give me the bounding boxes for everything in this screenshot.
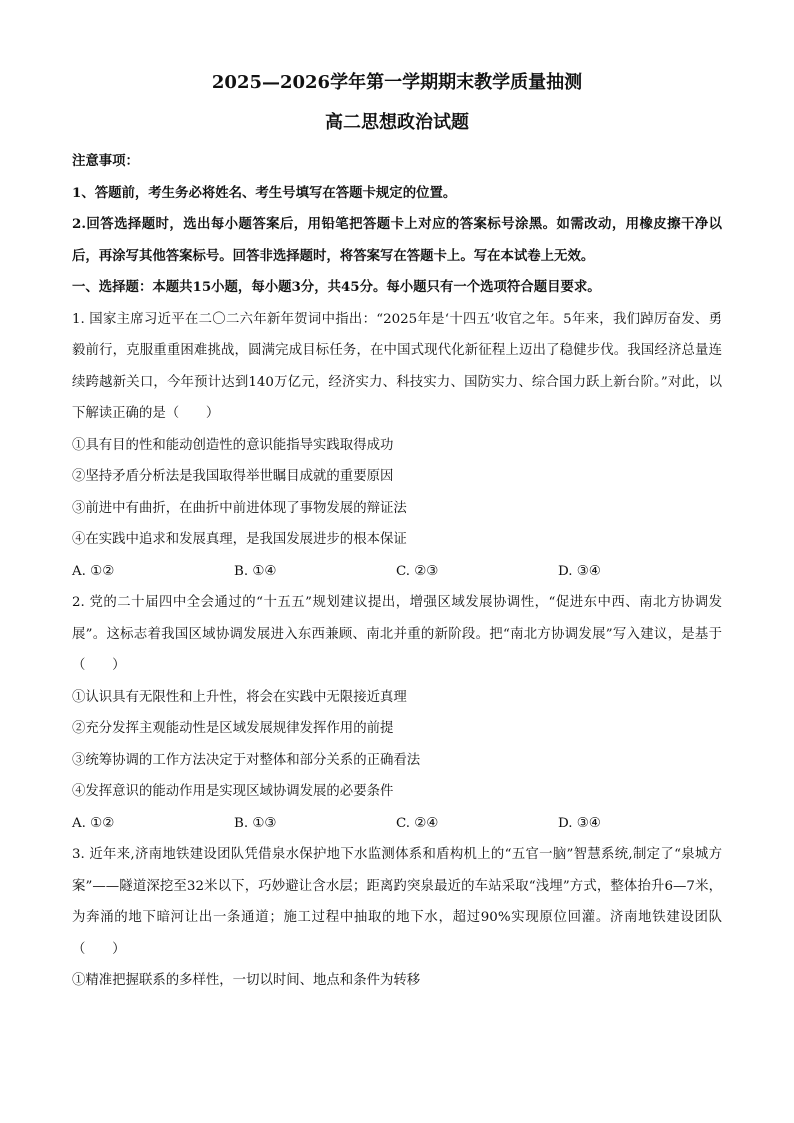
notice-item-2: 2.回答选择题时，选出每小题答案后，用铅笔把答题卡上对应的答案标号涂黑。如需改动，用橡皮擦干净以后，再涂写其他答案标号。回答非选择题时，将答案写在答题卡上。写在本试卷上无效。 — [72, 216, 722, 264]
notice-item-1: 1、答题前，考生务必将姓名、考生号填写在答题卡规定的位置。 — [72, 184, 457, 201]
notice-heading: 注意事项： — [72, 153, 139, 169]
question-2-option-c: C. ②④ — [396, 815, 439, 831]
exam-subject-title: 高二思想政治试题 — [325, 112, 469, 133]
question-3-stem: 3. 近年来,济南地铁建设团队凭借泉水保护地下水监测体系和盾构机上的“五官一脑”智慧系统,制定了“泉城方案”——隧道深挖至32米以下，巧妙避让含水层；距离趵突泉最近的车站采取“浅埋”方式，整体抬升6—7米，为奔涌的地下暗河让出一条通道；施工过程中抽取的地下水，超过90%实现原位回灌。济南地铁建设团队（ ） — [72, 847, 722, 957]
question-1-item-1: ①具有目的性和能动创造性的意识能指导实践取得成功 — [72, 437, 394, 453]
question-2-options — [72, 808, 722, 840]
question-3 — [72, 839, 722, 997]
question-1-option-c: C. ②③ — [396, 563, 439, 579]
question-1-item-4: ④在实践中追求和发展真理，是我国发展进步的根本保证 — [72, 532, 407, 547]
question-2-item-2: ②充分发挥主观能动性是区域发展规律发挥作用的前提 — [72, 721, 394, 736]
question-2-option-d: D. ③④ — [558, 815, 601, 831]
question-1-item-3: ③前进中有曲折，在曲折中前进体现了事物发展的辩证法 — [72, 500, 407, 516]
question-2-item-4: ④发挥意识的能动作用是实现区域协调发展的必要条件 — [72, 784, 394, 799]
question-1-item-2: ②坚持矛盾分析法是我国取得举世瞩目成就的重要原因 — [72, 469, 394, 484]
question-2-item-1: ①认识具有无限性和上升性，将会在实践中无限接近真理 — [72, 689, 407, 705]
section-heading: 一、选择题：本题共15小题，每小题3分，共45分。每小题只有一个选项符合题目要求。 — [72, 279, 601, 295]
question-1-stem: 1. 国家主席习近平在二〇二六年新年贺词中指出：“2025年是‘十四五’收官之年。5年来，我们踔厉奋发、勇毅前行，克服重重困难挑战，圆满完成目标任务，在中国式现代化新征程上迈出了稳健步伐。我国经济总量连续跨越新关口，今年预计达到140万亿元，经济实力、科技实力、国防实力、综合国力跃上新台阶。”对此，以下解读正确的是（ ） — [72, 311, 722, 421]
question-2-stem: 2. 党的二十届四中全会通过的“十五五”规划建议提出，增强区域发展协调性，“促进东中西、南北方协调发展”。这标志着我国区域协调发展进入东西兼顾、南北并重的新阶段。把“南北方协调发展”写入建议，是基于（ ） — [72, 595, 722, 673]
question-1-options — [72, 556, 722, 588]
question-1-option-d: D. ③④ — [558, 563, 601, 579]
question-2-option-a: A. ①② — [72, 815, 115, 831]
exam-title: 2025—2026学年第一学期期末教学质量抽测 — [211, 72, 583, 93]
exam-page — [72, 70, 722, 997]
question-1-option-b: B. ①④ — [234, 563, 277, 579]
question-1 — [72, 304, 722, 588]
question-2-item-3: ③统筹协调的工作方法决定于对整体和部分关系的正确看法 — [72, 752, 421, 768]
question-3-item-1: ①精准把握联系的多样性，一切以时间、地点和条件为转移 — [72, 973, 421, 988]
question-2-option-b: B. ①③ — [234, 815, 277, 831]
question-1-option-a: A. ①② — [72, 563, 115, 579]
question-2 — [72, 587, 722, 839]
